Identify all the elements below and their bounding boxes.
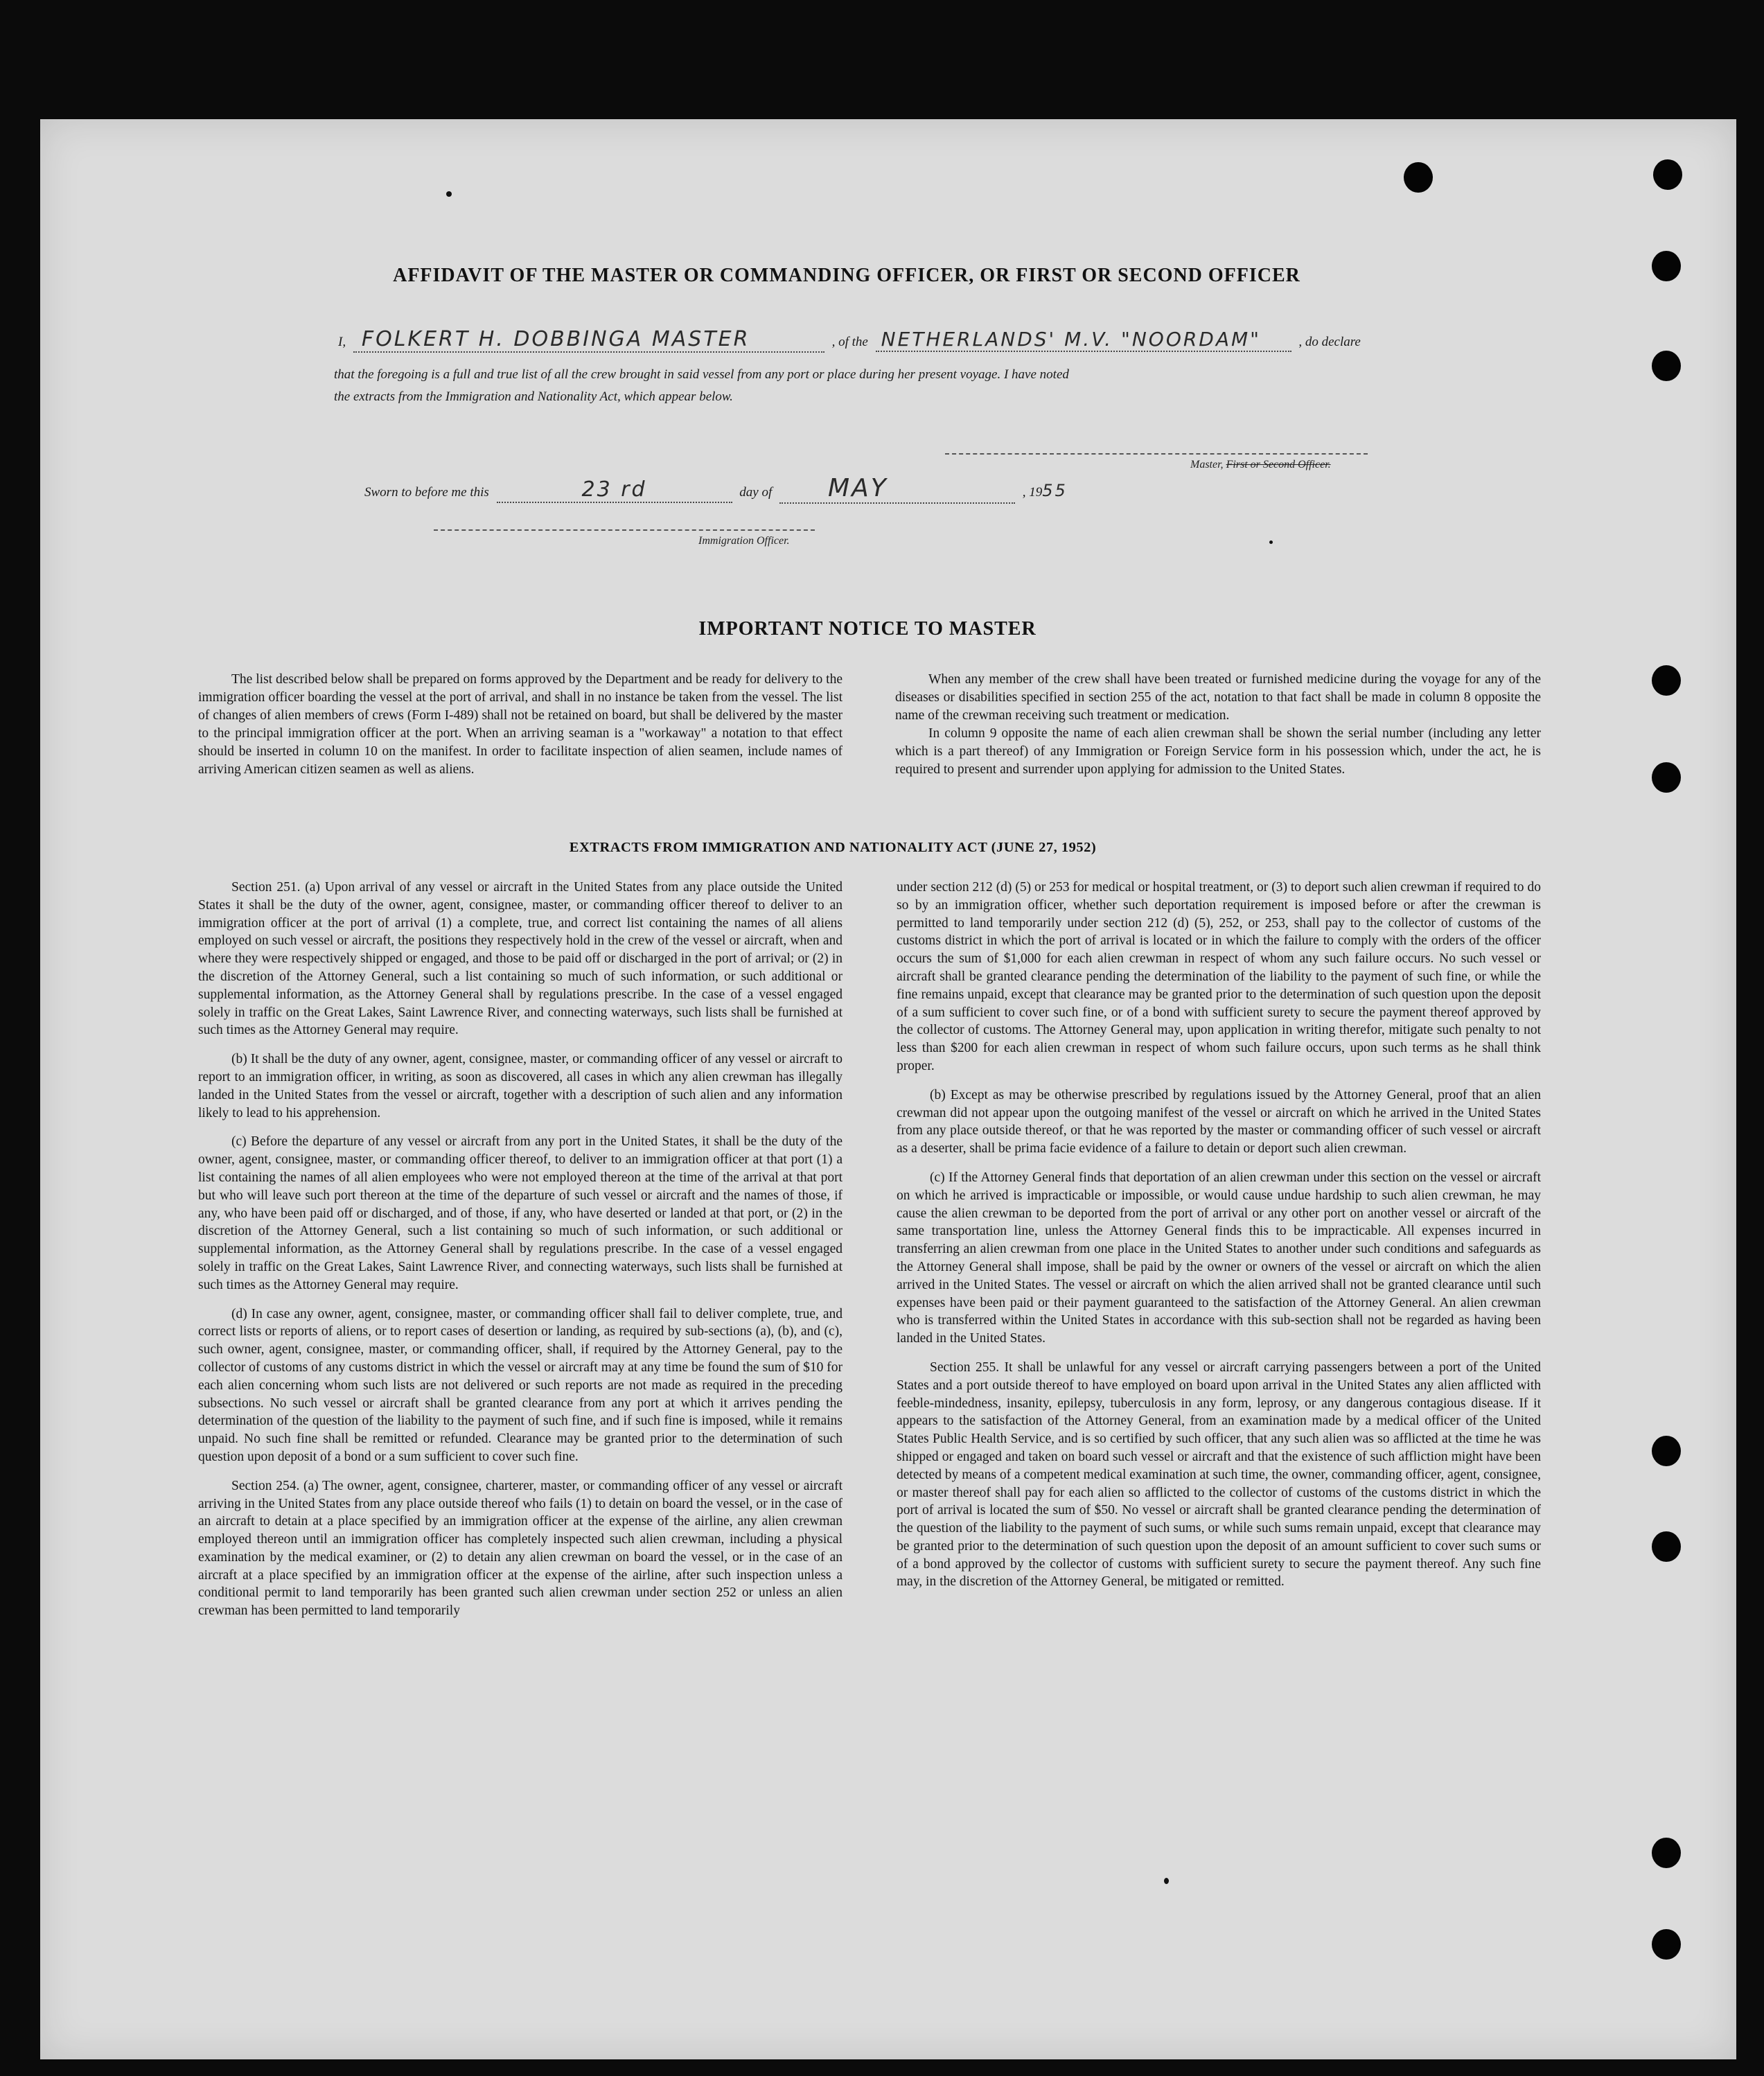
immigration-officer-line bbox=[434, 529, 815, 531]
declaration-line-2: that the foregoing is a full and true list of all the crew brought in said vessel from any port or place during her present voyage. I have noted bbox=[334, 367, 1069, 382]
extracts-title: EXTRACTS FROM IMMIGRATION AND NATIONALITY ACT (JUNE 27, 1952) bbox=[569, 840, 1097, 855]
affidavit-title: AFFIDAVIT OF THE MASTER OR COMMANDING OFFICER, OR FIRST OR SECOND OFFICER bbox=[393, 265, 1300, 286]
extracts-left-column bbox=[198, 879, 843, 1631]
punch-hole bbox=[1652, 762, 1681, 793]
extract-paragraph: (b) Except as may be otherwise prescribed by regulations issued by the Attorney General, proof that an alien crewman did not appear upon the outgoing manifest of the vessel or aircraft on which he arrived in the United States from any place outside thereof, or that he was reported by the master or commanding officer of such vessel or aircraft as a deserter, shall be prima facie evidence of a failure to detain or deport such alien crewman. bbox=[897, 1087, 1541, 1156]
notice-right-paragraph-1: When any member of the crew shall have been treated or furnished medicine during the voyage for any of the diseases or disabilities specified in section 255 of the act, notation to that fact shall be made in column 8 opposite the name of the crewman receiving such treatment or medication. bbox=[895, 672, 1541, 723]
declaration-line-1: I, FOLKERT H. DOBBINGA MASTER , of the NETHERLANDS' M.V. "NOORDAM" , do declare bbox=[338, 327, 1361, 351]
master-signature-caption: Master, First or Second Officer. bbox=[1190, 459, 1331, 470]
extract-paragraph: Section 254. (a) The owner, agent, consignee, charterer, master, or commanding officer of any vessel or aircraft arriving in the United States from any place outside thereof who fails (1) to detain on board the vessel, or in the case of an aircraft to detain at a place specified by an immigration officer at the expense of the airline, any alien crewman employed thereon until an immigration officer has completely inspected such alien crewman, including a physical examination by the medical examiner, or (2) to detain any alien crewman on board the vessel, or in the case of an aircraft at a place specified by an immigration officer at the expense of the airline, after such inspection unless a conditional permit to land temporarily has been granted such alien crewman under section 252 or unless an alien crewman has been permitted to land temporarily bbox=[198, 1478, 843, 1619]
sworn-line: Sworn to before me this 23 rd day of MAY , 1955 bbox=[364, 474, 1068, 502]
sworn-year: 55 bbox=[1042, 481, 1068, 500]
declaration-line-3: the extracts from the Immigration and Nationality Act, which appear below. bbox=[334, 389, 733, 404]
punch-hole bbox=[1653, 159, 1682, 190]
punch-hole bbox=[1652, 1436, 1681, 1466]
master-signature-line bbox=[945, 453, 1368, 455]
master-name-field: FOLKERT H. DOBBINGA MASTER bbox=[353, 327, 824, 353]
extract-paragraph: (b) It shall be the duty of any owner, agent, consignee, master, or commanding officer of any vessel or aircraft to report to an immigration officer, in writing, as soon as discovered, all cases in which any alien crewman has illegally landed in the United States from the vessel or aircraft, together with a description of such alien and any information likely to lead to his apprehension. bbox=[198, 1052, 843, 1120]
punch-hole bbox=[1652, 1531, 1681, 1562]
extract-paragraph: under section 212 (d) (5) or 253 for medical or hospital treatment, or (3) to deport such alien crewman if required to do so by an immigration officer, whether such deportation requirement is imposed before or after the crewman is permitted to land temporarily under section 212 (d) (5), 252, or 253, shall pay to the collector of customs of the customs district in which the port of arrival is located or in which the failure to comply with the orders of the officer occurs the sum of $1,000 for each alien crewman in respect of whom any such failure occurs. No such vessel or aircraft shall be granted clearance pending the determination of the liability to the payment of such fine, or while the fine remains unpaid, except that clearance may be granted prior to the determination of such question upon the deposit of a sum sufficient to cover such fine, or of a bond with sufficient surety to secure the payment thereof approved by the collector of customs. The Attorney General may, upon application in writing therefor, mitigate such penalty to not less than $200 for each alien crewman in respect of whom such failure occurs, upon such terms as he shall think proper. bbox=[897, 880, 1541, 1073]
sworn-day-field: 23 rd bbox=[497, 477, 732, 503]
sworn-month-field: MAY bbox=[779, 474, 1015, 504]
notice-right-column bbox=[895, 671, 1541, 779]
punch-hole bbox=[1652, 351, 1681, 381]
extract-paragraph: Section 255. It shall be unlawful for any vessel or aircraft carrying passengers between a port of the United States and a port outside thereof to have employed on board upon arrival in the United States any alien afflicted with feeble-mindedness, insanity, epilepsy, tuberculosis in any form, leprosy, or any dangerous contagious disease. If it appears to the satisfaction of the Attorney General, from an examination made by a medical officer of the United States Public Health Service, and is so certified by such officer, that any such alien was so afflicted at the time he was shipped or engaged and taken on board such vessel or aircraft and that the existence of such affliction might have been detected by means of a competent medical examination at such time, the owner, commanding officer, agent, consignee, or master thereof shall pay for each alien so afflicted to the collector of customs of the customs district in which the port of arrival is located the sum of $50. No vessel or aircraft shall be granted clearance pending the determination of the question of the liability to the payment of such sums, or while such sums remain unpaid, except that clearance may be granted prior to the determination of such question upon the deposit of an amount sufficient to cover such sums or of a bond approved by the collector of customs with sufficient surety to secure the payment thereof. Any such fine may, in the discretion of the Attorney General, be mitigated or remitted. bbox=[897, 1360, 1541, 1590]
document-page bbox=[40, 119, 1736, 2059]
vessel-name-field: NETHERLANDS' M.V. "NOORDAM" bbox=[876, 328, 1291, 352]
extract-paragraph: (d) In case any owner, agent, consignee, master, or commanding officer shall fail to deliver complete, true, and correct lists or reports of aliens, or to report cases of desertion or landing, as required by sub-sections (a), (b), and (c), such owner, agent, consignee, master, or commanding officer, shall, if required by the Attorney General, pay to the collector of customs of any customs district in which the vessel or aircraft may at any time be found the sum of $10 for each alien concerning whom such lists are not delivered or such reports are not made as required in the preceding subsections. No such vessel or aircraft shall be granted clearance from any port at which it arrives pending the determination of the question of the liability to the payment of such fine, and if such fine is imposed, while it remains unpaid. No such fine shall be remitted or refunded. Clearance may be granted prior to the determination of such question upon deposit of a bond or a sum sufficient to cover such fine. bbox=[198, 1306, 843, 1464]
punch-hole bbox=[1652, 1838, 1681, 1868]
punch-hole bbox=[1652, 665, 1681, 696]
punch-hole bbox=[1652, 1929, 1681, 1960]
notice-title: IMPORTANT NOTICE TO MASTER bbox=[698, 618, 1037, 640]
extract-paragraph: (c) Before the departure of any vessel or aircraft from any port in the United States, it shall be the duty of the owner, agent, consignee, master, or commanding officer thereof, to deliver to an immigration officer at that port (1) a list containing the names of all alien employees who were not employed thereon at the time of the arrival at that port but who will leave such port thereon at the time of the departure of such vessel or aircraft and the names of those, if any, who have been paid off or discharged, and of those, if any, who have deserted or landed at that port, or (2) in the discretion of the Attorney General, such a list containing so much of such information, or such additional or supplemental information, as the Attorney General shall by regulations prescribe. In the case of a vessel engaged solely in traffic on the Great Lakes, Saint Lawrence River, and connecting waterways, such lists shall be furnished at such times as the Attorney General may require. bbox=[198, 1134, 843, 1292]
extract-paragraph: (c) If the Attorney General finds that deportation of an alien crewman under this section on the vessel or aircraft on which he arrived is impracticable or impossible, or would cause undue hardship to such alien crewman, he may cause the alien crewman to be deported from the port of arrival or any other port on another vessel or aircraft of the same transportation line, unless the Attorney General finds this to be impracticable. All expenses incurred in transferring an alien crewman from one place in the United States to another under such conditions and safeguards as the Attorney General shall impose, shall be paid by the owner or owners of the vessel or aircraft on which the alien arrived in the United States. The vessel or aircraft on which the alien arrived shall not be granted clearance until such expenses have been paid or their payment guaranteed to the satisfaction of the Attorney General. An alien crewman who is transferred within the United States in accordance with this sub-section shall not be regarded as having been landed in the United States. bbox=[897, 1170, 1541, 1346]
notice-right-paragraph-2: In column 9 opposite the name of each alien crewman shall be shown the serial number (including any letter which is a part thereof) of any Immigration or Foreign Service form in his possession which, under the act, he is required to present and surrender upon applying for admission to the United States. bbox=[895, 726, 1541, 777]
extracts-right-column bbox=[897, 879, 1541, 1602]
immigration-officer-caption: Immigration Officer. bbox=[698, 535, 790, 547]
notice-left-paragraph: The list described below shall be prepared on forms approved by the Department and be ready for delivery to the immigration officer boarding the vessel at the port of arrival, and shall in no instance be taken from the vessel. The list of changes of alien members of crews (Form I-489) shall not be retained on board, but shall be delivered by the master to the principal immigration officer at the port. When an arriving seaman is a "workaway" a notation to that effect should be inserted in column 10 on the manifest. In order to facilitate inspection of alien seamen, include names of arriving American citizen seamen as well as aliens. bbox=[198, 672, 843, 777]
extract-paragraph: Section 251. (a) Upon arrival of any vessel or aircraft in the United States from any place outside the United States it shall be the duty of the owner, agent, consignee, master, or commanding officer thereof to deliver to an immigration officer at the port of arrival (1) a complete, true, and correct list containing the names of all aliens employed on such vessel or aircraft, the positions they respectively hold in the crew of the vessel or aircraft, when and where they were respectively shipped or engaged, and those to be paid off or discharged in the port of arrival; or (2) in the discretion of the Attorney General, such a list containing so much of such information, or such additional or supplemental information, as the Attorney General shall by regulations prescribe. In the case of a vessel engaged solely in traffic on the Great Lakes, Saint Lawrence River, and connecting waterways, such lists shall be furnished at such times as the Attorney General may require. bbox=[198, 880, 843, 1038]
punch-hole bbox=[1404, 162, 1433, 193]
